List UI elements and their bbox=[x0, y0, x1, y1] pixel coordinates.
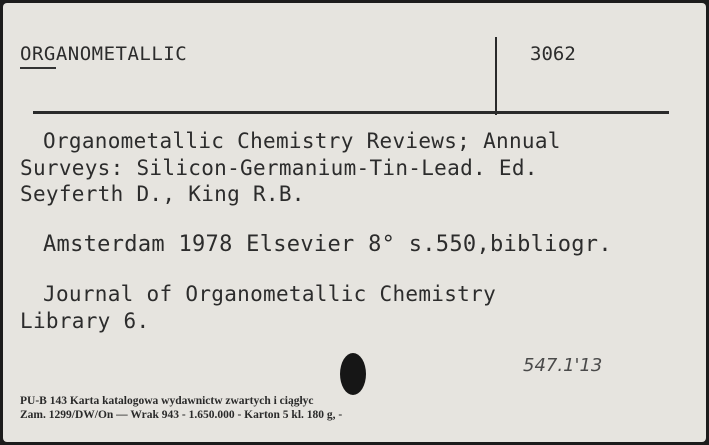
horizontal-rule bbox=[33, 111, 669, 114]
series-line-2: Library 6. bbox=[20, 309, 150, 333]
series-line-1: Journal of Organometallic Chemistry bbox=[43, 282, 497, 306]
title-line-1: Organometallic Chemistry Reviews; Annual bbox=[43, 129, 561, 153]
handwritten-classification: 547.1'13 bbox=[523, 355, 603, 376]
footer-line-2: Zam. 1299/DW/On — Wrak 943 - 1.650.000 - Karton 5 kl. 180 g, - bbox=[20, 409, 343, 421]
authors-line: Seyferth D., King R.B. bbox=[20, 182, 305, 206]
catalog-card bbox=[3, 3, 706, 442]
subject-heading: ORGANOMETALLIC bbox=[20, 43, 188, 65]
vertical-rule bbox=[495, 37, 497, 115]
heading-underline bbox=[20, 67, 56, 69]
title-line-2: Surveys: Silicon-Germanium-Tin-Lead. Ed. bbox=[20, 156, 538, 180]
imprint-line: Amsterdam 1978 Elsevier 8° s.550,bibliogr. bbox=[43, 232, 612, 257]
card-number: 3062 bbox=[530, 43, 576, 65]
footer-line-1: PU-B 143 Karta katalogowa wydawnictw zwartych i ciągłyc bbox=[20, 395, 314, 407]
punch-hole bbox=[340, 353, 366, 395]
